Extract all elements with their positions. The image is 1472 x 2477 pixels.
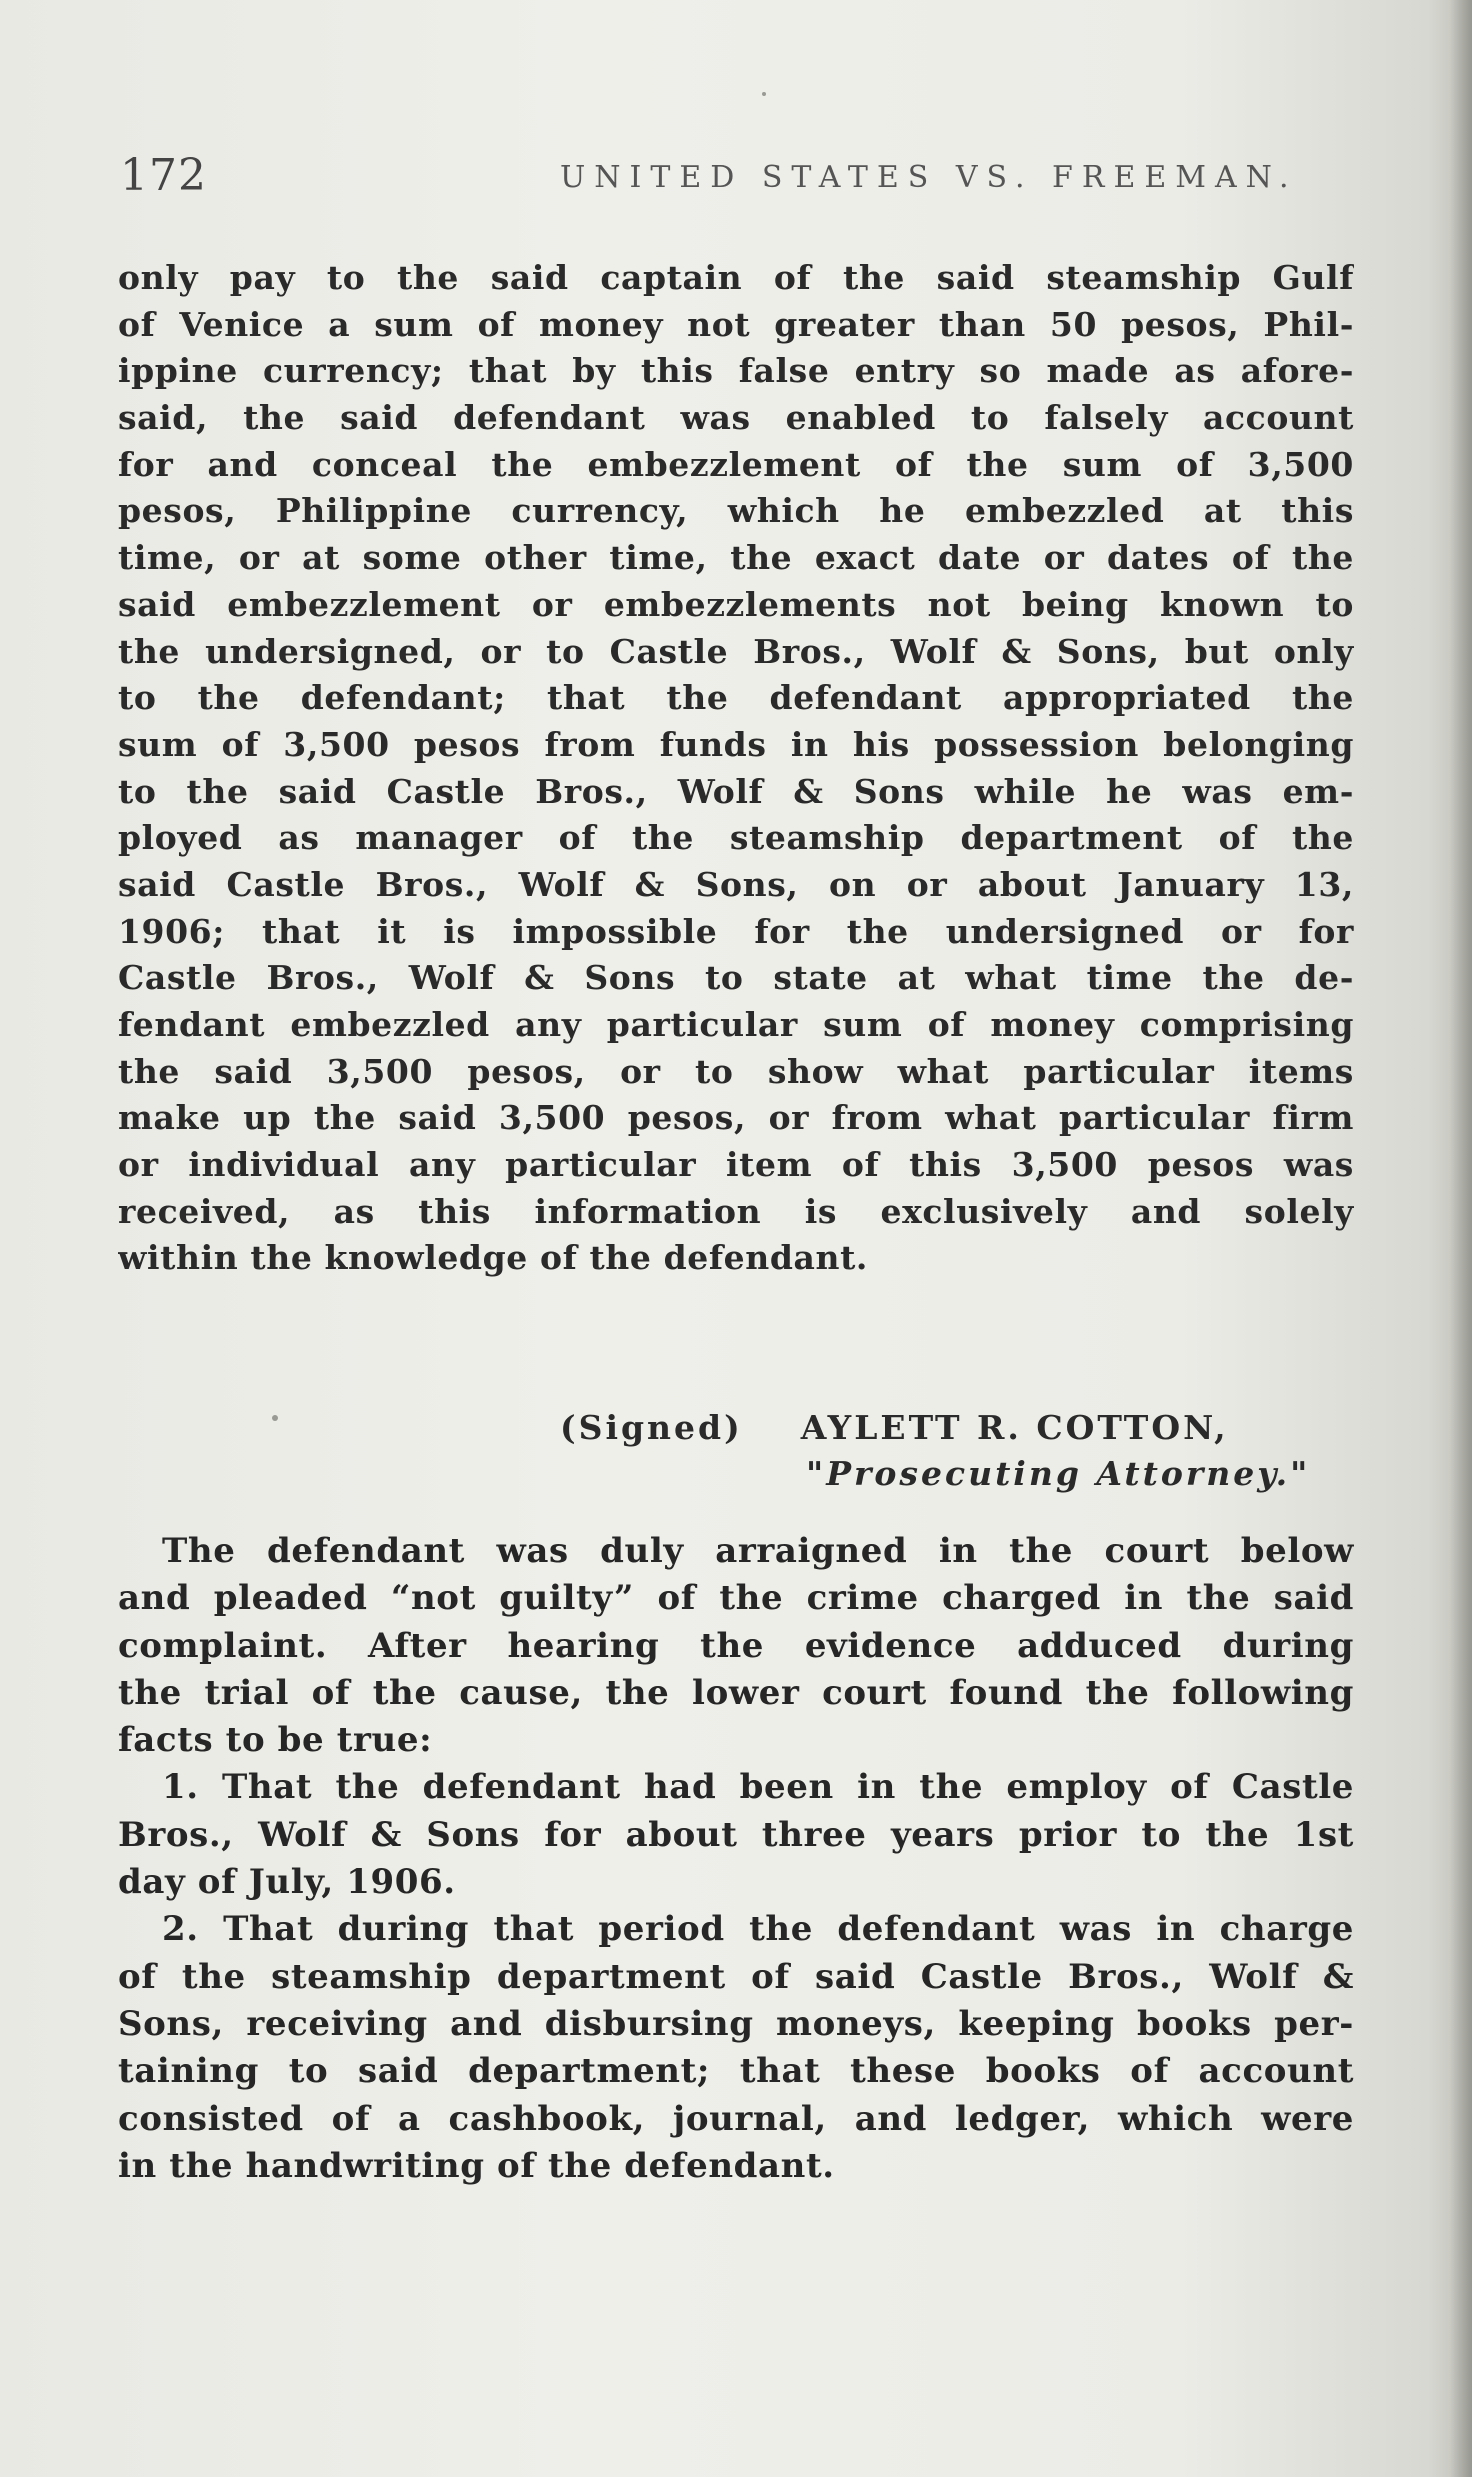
text-line: said Castle Bros., Wolf & Sons, on or about January 13, — [118, 864, 1354, 904]
text-line: for and conceal the embezzlement of the sum of 3,500 — [118, 444, 1354, 484]
text-line: of Venice a sum of money not greater than 50 pesos, Phil- — [118, 304, 1354, 344]
page-number: 172 — [120, 150, 207, 201]
text-line: Castle Bros., Wolf & Sons to state at what time the de- — [118, 958, 1354, 998]
page-edge-shadow — [1450, 0, 1472, 2477]
text-line: in the handwriting of the defendant. — [118, 2145, 835, 2186]
text-line: consisted of a cashbook, journal, and ledger, which were — [118, 2098, 1354, 2139]
text-line: The defendant was duly arraigned in the court below — [162, 1531, 1354, 1571]
text-line: make up the said 3,500 pesos, or from what particular firm — [118, 1098, 1354, 1138]
text-line: complaint. After hearing the evidence adduced during — [118, 1625, 1354, 1666]
text-line: day of July, 1906. — [118, 1862, 456, 1903]
text-line: said embezzlement or embezzlements not being known to — [118, 584, 1354, 624]
text-line: the undersigned, or to Castle Bros., Wolf & Sons, but only — [118, 631, 1354, 671]
text-line: ployed as manager of the steamship department of the — [118, 818, 1354, 858]
running-head: UNITED STATES VS. FREEMAN. — [560, 160, 1298, 195]
text-line: said, the said defendant was enabled to falsely account — [118, 398, 1354, 438]
text-line: Sons, receiving and disbursing moneys, keeping books per- — [118, 2003, 1354, 2044]
signature-line — [560, 1405, 1229, 1451]
signer-name: AYLETT R. COTTON, — [800, 1408, 1229, 1447]
text-line: within the knowledge of the defendant. — [118, 1238, 869, 1278]
text-line: and pleaded “not guilty” of the crime charged in the said — [118, 1578, 1354, 1619]
text-line: sum of 3,500 pesos from funds in his possession belonging — [118, 724, 1354, 764]
text-line: to the defendant; that the defendant appropriated the — [118, 678, 1354, 718]
text-line: facts to be true: — [118, 1720, 433, 1761]
text-line: taining to said department; that these books of account — [118, 2051, 1354, 2092]
paper-speck — [272, 1415, 278, 1421]
paper-speck — [762, 92, 766, 96]
signed-label: (Signed) — [560, 1408, 743, 1447]
signer-title: "Prosecuting Attorney." — [806, 1454, 1311, 1493]
text-line: the trial of the cause, the lower court found the following — [118, 1672, 1354, 1713]
complaint-text — [118, 255, 1354, 1282]
findings-text — [118, 1528, 1354, 2190]
text-line: 1. That the defendant had been in the employ of Castle — [162, 1767, 1354, 1808]
text-line: fendant embezzled any particular sum of money comprising — [118, 1005, 1354, 1044]
text-line: received, as this information is exclusively and solely — [118, 1191, 1354, 1231]
text-line: ippine currency; that by this false entry so made as afore- — [118, 351, 1354, 391]
text-line: pesos, Philippine currency, which he embezzled at this — [118, 491, 1354, 531]
text-line: or individual any particular item of this 3,500 pesos was — [118, 1145, 1354, 1185]
text-line: the said 3,500 pesos, or to show what particular items — [118, 1051, 1354, 1091]
text-line: 2. That during that period the defendant was in charge — [162, 1909, 1354, 1950]
text-line: Bros., Wolf & Sons for about three years prior to the 1st — [118, 1814, 1354, 1855]
text-line: only pay to the said captain of the said steamship Gulf — [118, 258, 1354, 297]
text-line: 1906; that it is impossible for the undersigned or for — [118, 911, 1354, 951]
text-line: of the steamship department of said Castle Bros., Wolf & — [118, 1956, 1354, 1997]
page-header — [120, 150, 1350, 210]
text-line: to the said Castle Bros., Wolf & Sons while he was em- — [118, 771, 1354, 811]
text-line: time, or at some other time, the exact date or dates of the — [118, 538, 1354, 578]
